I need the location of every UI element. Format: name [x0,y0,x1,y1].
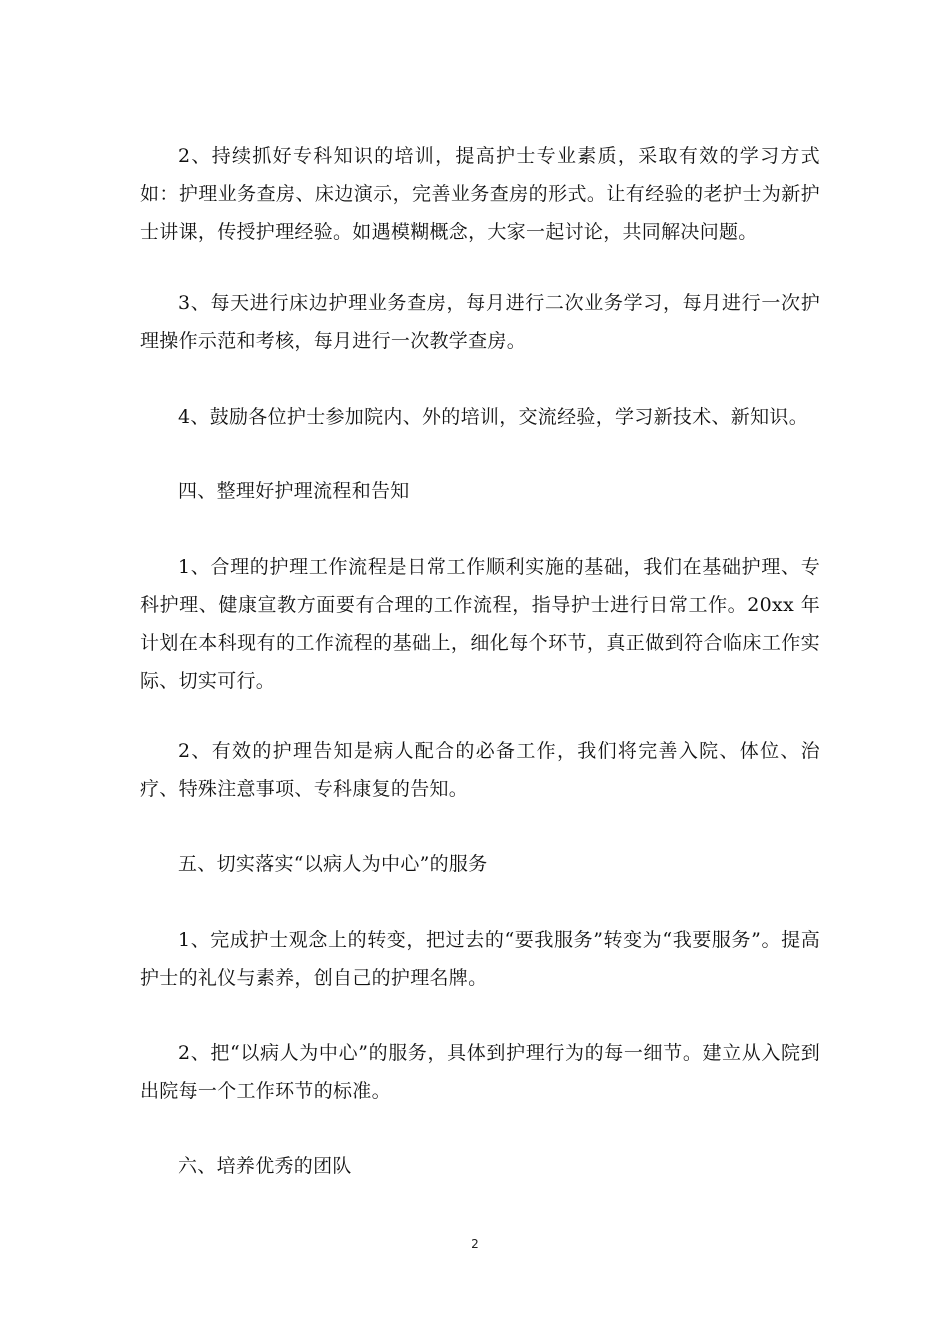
section-heading-4: 四、整理好护理流程和告知 [178,480,410,502]
paragraph-ward-rounds: 3、每天进行床边护理业务查房，每月进行二次业务学习，每月进行一次护理操作示范和考核，每月进行一次教学查房。 [140,292,820,352]
paragraph-workflow: 1、合理的护理工作流程是日常工作顺利实施的基础，我们在基础护理、专科护理、健康宣教方面要有合理的工作流程，指导护士进行日常工作。20xx 年计划在本科现有的工作流程的基础上，细化每个环节，真正做到符合临床工作实际、切实可行。 [140,556,820,692]
paragraph-concept-change: 1、完成护士观念上的转变，把过去的“要我服务”转变为“我要服务”。提高护士的礼仪与素养，创自己的护理名牌。 [140,929,820,989]
paragraph-notification: 2、有效的护理告知是病人配合的必备工作，我们将完善入院、体位、治疗、特殊注意事项、专科康复的告知。 [140,740,820,800]
paragraph-patient-centered: 2、把“以病人为中心”的服务，具体到护理行为的每一细节。建立从入院到出院每一个工作环节的标准。 [140,1042,820,1102]
paragraph-training: 2、持续抓好专科知识的培训，提高护士专业素质，采取有效的学习方式如：护理业务查房、床边演示，完善业务查房的形式。让有经验的老护士为新护士讲课，传授护理经验。如遇模糊概念，大家一起讨论，共同解决问题。 [140,145,820,243]
section-heading-5: 五、切实落实“以病人为中心”的服务 [178,853,488,875]
paragraph-external-training: 4、鼓励各位护士参加院内、外的培训，交流经验，学习新技术、新知识。 [178,406,808,428]
page-number: 2 [471,1237,479,1251]
section-heading-6: 六、培养优秀的团队 [178,1155,352,1177]
